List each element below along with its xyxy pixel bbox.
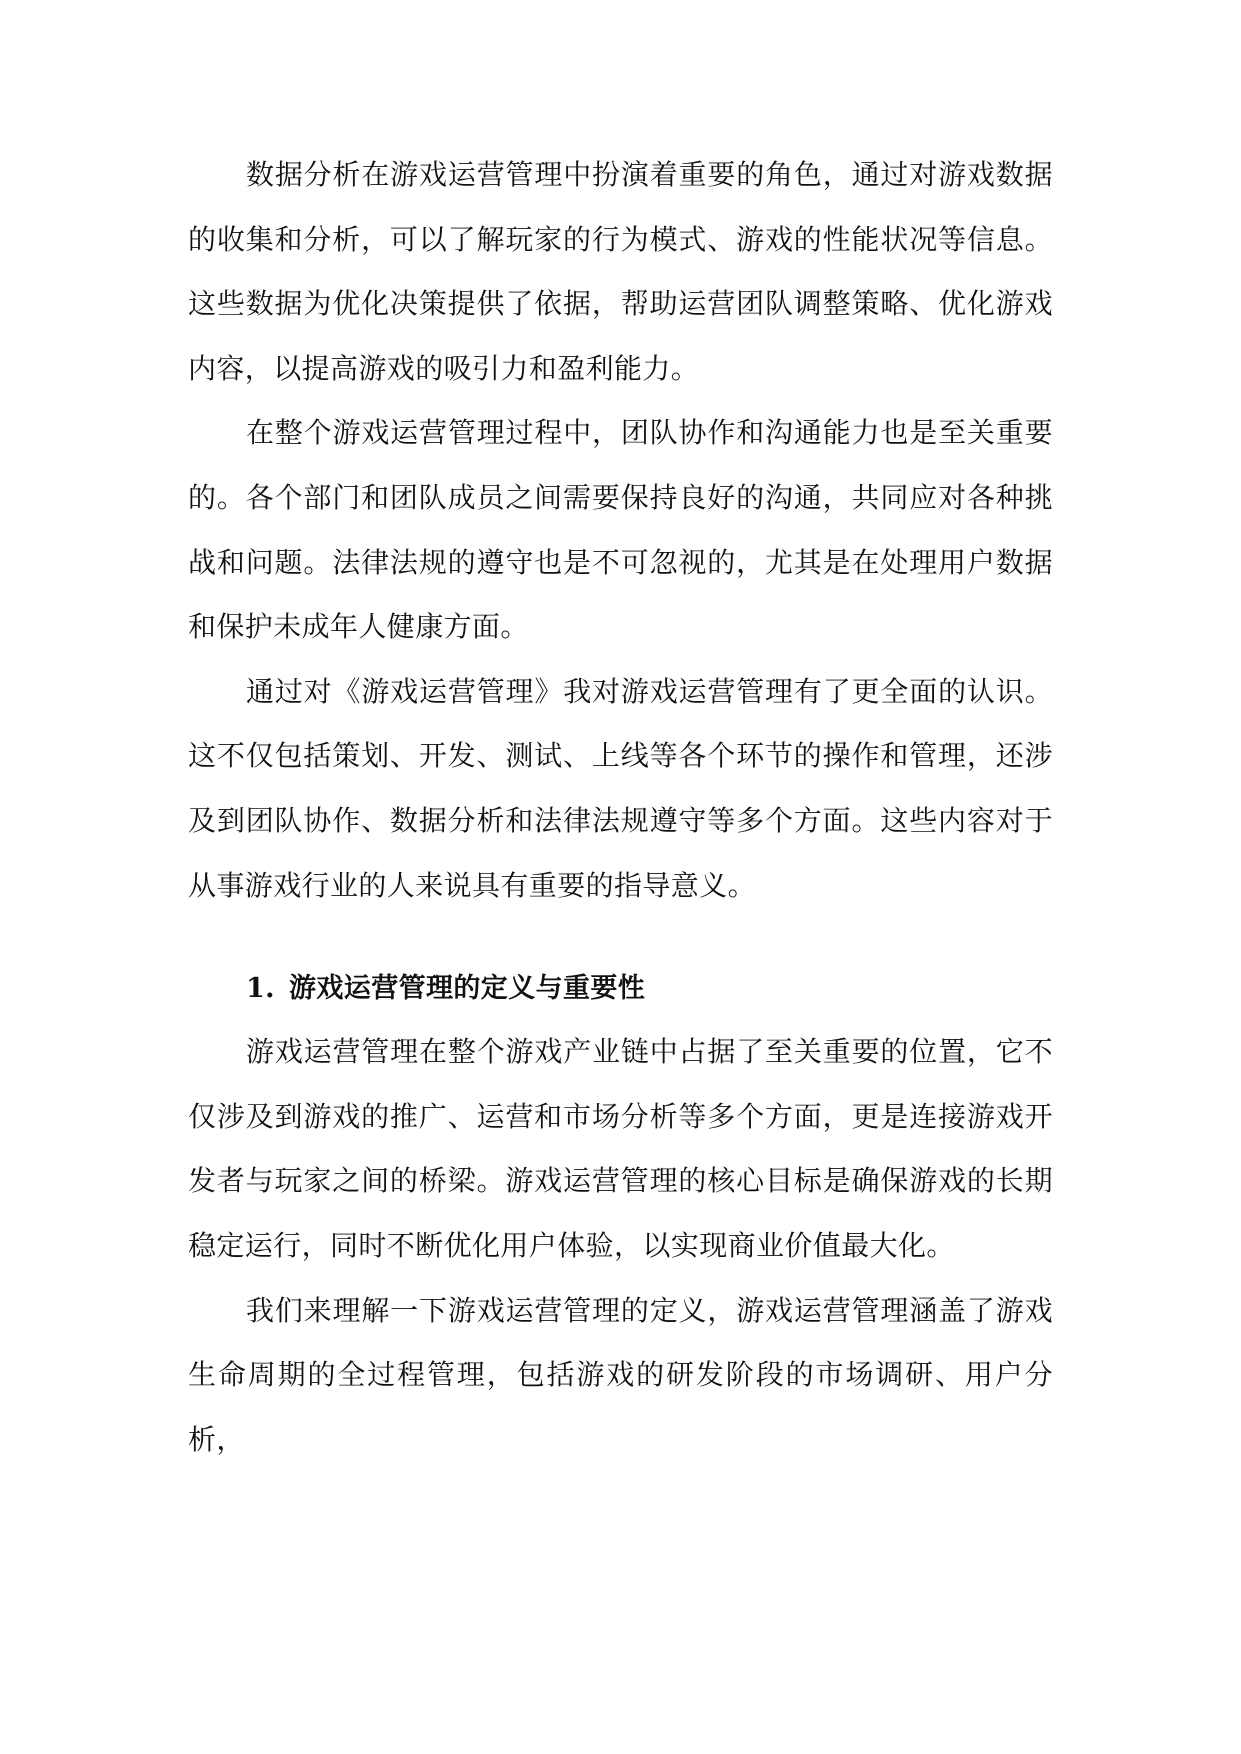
section-title: 游戏运营管理的定义与重要性 (289, 973, 646, 1005)
paragraph-importance: 游戏运营管理在整个游戏产业链中占据了至关重要的位置，它不仅涉及到游戏的推广、运营和市场分析等多个方面，更是连接游戏开发者与玩家之间的桥梁。游戏运营管理的核心目标是确保游戏的长期稳定运行，同时不断优化用户体验，以实现商业价值最大化。 (188, 1035, 1053, 1262)
section-heading (188, 918, 1053, 1020)
paragraph-definition: 我们来理解一下游戏运营管理的定义，游戏运营管理涵盖了游戏生命周期的全过程管理，包括游戏的研发阶段的市场调研、用户分析， (188, 1293, 1053, 1456)
paragraph-overview: 通过对《游戏运营管理》我对游戏运营管理有了更全面的认识。这不仅包括策划、开发、测试、上线等各个环节的操作和管理，还涉及到团队协作、数据分析和法律法规遵守等多个方面。这些内容对于从事游戏行业的人来说具有重要的指导意义。 (188, 674, 1053, 902)
section-number: 1. (246, 973, 275, 1005)
paragraph-data-analysis: 数据分析在游戏运营管理中扮演着重要的角色，通过对游戏数据的收集和分析，可以了解玩家的行为模式、游戏的性能状况等信息。这些数据为优化决策提供了依据，帮助运营团队调整策略、优化游戏内容，以提高游戏的吸引力和盈利能力。 (188, 158, 1053, 385)
document-body (188, 143, 1053, 1472)
paragraph-team-collaboration: 在整个游戏运营管理过程中，团队协作和沟通能力也是至关重要的。各个部门和团队成员之间需要保持良好的沟通，共同应对各种挑战和问题。法律法规的遵守也是不可忽视的，尤其是在处理用户数据和保护未成年人健康方面。 (188, 416, 1053, 644)
